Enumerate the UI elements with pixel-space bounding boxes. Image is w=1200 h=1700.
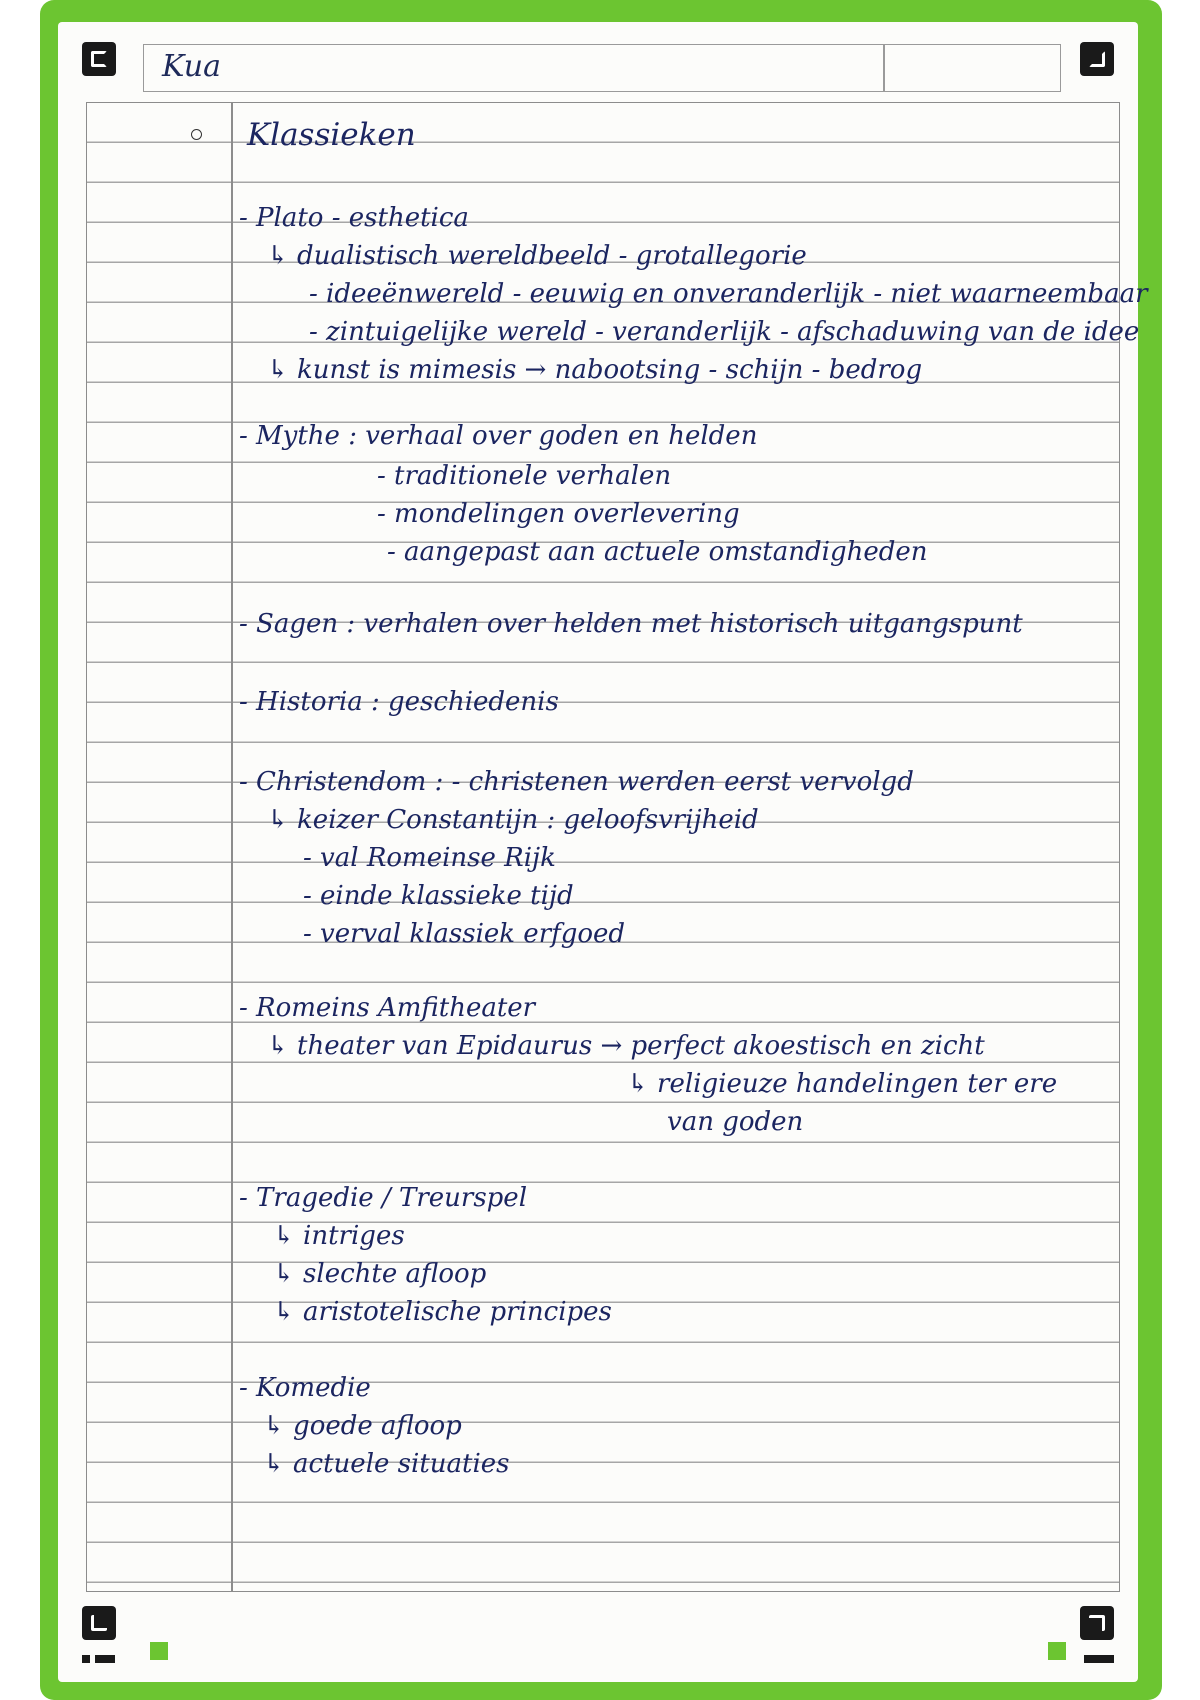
note-line: ↳ goede afloop [263,1411,462,1441]
note-line: ↳ actuele situaties [263,1449,510,1479]
note-line: ↳ aristotelische principes [273,1297,612,1327]
note-line: - Sagen : verhalen over helden met historisch uitgangspunt [239,609,1023,639]
note-line: ↳ intriges [273,1221,405,1251]
note-line: - Komedie [239,1373,371,1403]
note-line: - aangepast aan actuele omstandigheden [387,537,928,567]
note-line: - ideeënwereld - eeuwig en onveranderlijk - niet waarneembaar [309,279,1148,309]
title-field [143,44,1061,92]
note-line: - Plato - esthetica [239,203,469,233]
note-line: ↳ theater van Epidaurus → perfect akoestisch en zicht [267,1031,985,1061]
scan-bars-right [1084,1648,1119,1656]
note-line: ↳ dualistisch wereldbeeld - grotallegorie [267,241,807,271]
note-line: - zintuigelijke wereld - veranderlijk - afschaduwing van de idee [309,317,1140,347]
note-line: - verval klassiek erfgoed [303,919,626,949]
note-line: ↳ religieuze handelingen ter ere [627,1069,1058,1099]
note-line: - Historia : geschiedenis [239,687,559,717]
note-line: ↳ slechte afloop [273,1259,487,1289]
green-square-left [150,1642,168,1660]
note-line: - traditionele verhalen [377,461,672,491]
note-line: - Tragedie / Treurspel [239,1183,528,1213]
bullet-icon [191,129,202,140]
corner-marker-top-right-icon [1080,42,1114,76]
corner-marker-bottom-left-icon [82,1606,116,1640]
note-line: - val Romeinse Rijk [303,843,556,873]
ruled-sheet [86,102,1148,1592]
corner-marker-top-left-icon [82,42,116,76]
note-line: van goden [667,1107,804,1137]
title-divider [883,45,885,91]
note-line: - Mythe : verhaal over goden en helden [239,421,758,451]
corner-marker-bottom-right-icon [1080,1606,1114,1640]
scan-bars-left [82,1648,120,1656]
margin-line [231,103,233,1591]
section-heading: Klassieken [247,117,416,153]
page-title: Kua [162,49,221,84]
note-line: - mondelingen overlevering [377,499,740,529]
note-line: ↳ kunst is mimesis → nabootsing - schijn - bedrog [267,355,923,385]
note-line: - Christendom : - christenen werden eerst vervolgd [239,767,914,797]
note-line: - einde klassieke tijd [303,881,574,911]
note-line: ↳ keizer Constantijn : geloofsvrijheid [267,805,759,835]
green-square-right [1048,1642,1066,1660]
note-line: - Romeins Amfitheater [239,993,536,1023]
